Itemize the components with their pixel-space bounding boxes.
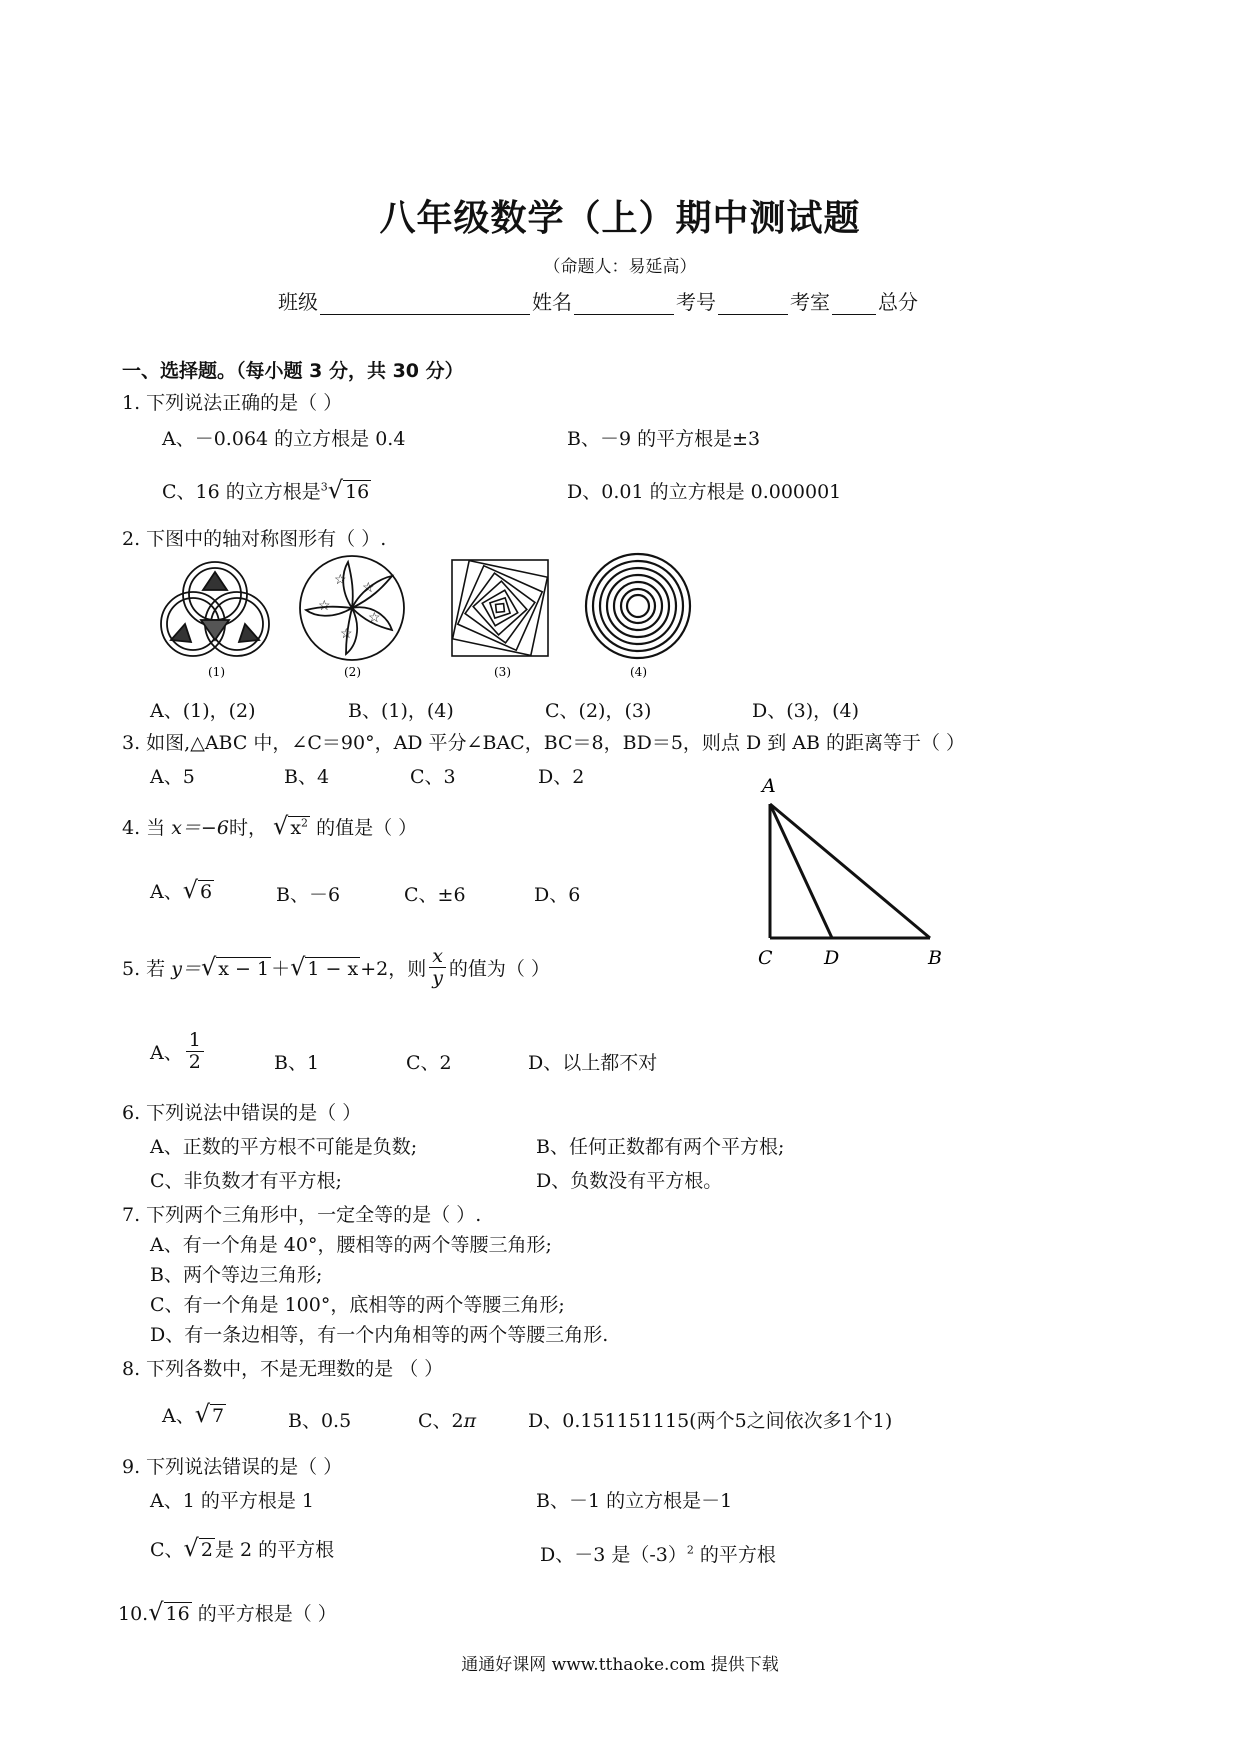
q1-option-d: D、0.01 的立方根是 0.000001 [567,481,842,503]
q9-c-radical: √ 2 [183,1534,213,1562]
q4-post: 的值是（ ） [316,817,418,839]
svg-text:☆: ☆ [334,572,347,588]
q5-a-den: 2 [188,1050,201,1073]
q4-pre: 4. 当 [122,817,166,839]
figure-2-pinwheel [300,556,404,660]
q4-mid: 时， [228,817,267,839]
q5-stem [122,946,550,989]
q8-option-d: D、0.151151115(两个5之间依次多1个1) [528,1410,893,1432]
q5-frac-num: x [429,946,446,968]
room-label: 考室 [790,290,830,314]
point-a-label: A [762,775,776,797]
q5-radical-2: √ 1 − x [290,953,359,982]
q9-d-prefix: D、－3 是（-3） [540,1544,687,1566]
q8-c-pi: π [463,1410,477,1432]
q4-option-b: B、－6 [276,884,341,906]
q7-option-c: C、有一个角是 100°，底相等的两个等腰三角形; [150,1294,565,1316]
q4-stem [122,812,417,840]
svg-text:☆: ☆ [318,598,331,614]
q5-frac-den: y [432,966,443,989]
q1-c-radicand: 16 [345,481,370,503]
q9-option-c [150,1534,334,1562]
number-blank[interactable] [718,310,788,315]
point-b-label: B [928,947,942,969]
q1-option-a: A、－0.064 的立方根是 0.4 [162,428,406,450]
q7-option-a: A、有一个角是 40°，腰相等的两个等腰三角形; [150,1234,552,1256]
q9-option-b: B、－1 的立方根是－1 [536,1490,733,1512]
q5-a-prefix: A、 [150,1041,183,1064]
q1-c-index: 3 [320,480,328,494]
q5-option-b: B、1 [274,1052,320,1074]
point-c-label: C [758,947,773,969]
q4-option-a [150,876,214,904]
q10-radical: √ 16 [148,1598,190,1626]
q6-stem: 6. 下列说法中错误的是（ ） [122,1102,362,1124]
q5-plus: ＋ [271,957,291,980]
q8-option-c [418,1406,476,1433]
q1-c-text: C、16 的立方根是 [162,481,321,503]
q4-a-radicand: 6 [200,881,213,903]
q8-stem: 8. 下列各数中，不是无理数的是 （ ） [122,1358,444,1380]
q3-option-b: B、4 [284,766,330,788]
name-blank[interactable] [574,310,674,315]
q3-option-d: D、2 [538,766,585,788]
q9-d-post: 的平方根 [699,1544,776,1566]
q5-a-fraction [186,1030,204,1073]
q5-option-d: D、以上都不对 [528,1052,658,1074]
q1-c-radical: √ 16 [327,476,370,504]
number-label: 考号 [676,290,716,314]
q2-figures [150,552,710,682]
q5-radicand-1: x − 1 [218,958,270,981]
figure-2-label: (2) [344,665,361,679]
q1-option-b: B、－9 的平方根是±3 [567,428,761,450]
q2-option-b: B、(1)，(4) [348,700,454,722]
q6-option-c: C、非负数才有平方根; [150,1170,342,1192]
q5-tail: +2，则 [360,957,427,980]
q2-option-d: D、(3)，(4) [752,700,860,722]
q6-option-a: A、正数的平方根不可能是负数; [150,1136,418,1158]
q2-option-a: A、(1)，(2) [150,700,256,722]
q4-option-d: D、6 [534,884,581,906]
q6-option-d: D、负数没有平方根。 [536,1170,723,1192]
section-heading: 一、选择题。（每小题 3 分，共 30 分） [122,360,464,382]
page-title: 八年级数学（上）期中测试题 [379,198,861,239]
class-label: 班级 [278,290,318,314]
q5-post: 的值为（ ） [448,957,550,980]
q5-radical-1: √ x − 1 [200,953,270,982]
q4-option-c: C、±6 [404,884,466,906]
q4-a-radical: √ 6 [182,876,213,904]
figure-4-concentric [586,554,690,658]
figure-1-label: (1) [208,665,225,679]
class-blank[interactable] [320,310,530,315]
q4-a-prefix: A、 [150,881,183,903]
q8-c-prefix: C、2 [418,1410,464,1432]
q10-pre: 10. [118,1603,149,1625]
point-d-label: D [824,947,840,969]
figure-3-label: (3) [494,665,511,679]
q5-pre: 5. 若 [122,957,166,980]
q8-a-radical: √ 7 [194,1400,225,1428]
q7-option-b: B、两个等边三角形; [150,1264,323,1286]
q3-stem: 3. 如图,△ABC 中，∠C＝90°，AD 平分∠BAC，BC＝8，BD＝5，则点 D 到 AB 的距离等于（ ） [122,732,966,754]
q5-a-num: 1 [186,1030,204,1052]
svg-text:☆: ☆ [362,580,375,596]
q1-stem: 1. 下列说法正确的是（ ） [122,392,343,414]
q10-post: 的平方根是（ ） [197,1603,337,1625]
q8-a-radicand: 7 [212,1405,225,1427]
q4-radical: √ $x^2$ [273,812,309,840]
q2-option-c: C、(2)，(3) [545,700,652,722]
q5-option-a [150,1030,207,1073]
q4-radicand-base: x [290,817,302,839]
q9-c-radicand: 2 [200,1539,213,1561]
q10-stem [118,1598,337,1626]
q7-stem: 7. 下列两个三角形中，一定全等的是（ ）. [122,1204,482,1226]
q5-y-eq: y＝ [171,957,201,980]
q8-option-b: B、0.5 [288,1410,352,1432]
svg-text:☆: ☆ [368,610,381,626]
q7-option-d: D、有一条边相等，有一个内角相等的两个等腰三角形. [150,1324,609,1346]
q5-radicand-2: 1 − x [307,958,359,981]
name-label: 姓名 [532,290,572,314]
q9-d-exp: 2 [686,1543,694,1557]
figure-1-triquetra [161,562,269,656]
q1-option-c [162,476,371,504]
svg-text:☆: ☆ [340,626,353,642]
q5-option-c: C、2 [406,1052,452,1074]
footer-text: 通通好课网 www.tthaoke.com 提供下载 [461,1655,779,1675]
q6-option-b: B、任何正数都有两个平方根; [536,1136,785,1158]
q10-radicand: 16 [165,1603,190,1625]
student-info-line [278,286,918,315]
q4-condition: x＝−6 [171,817,229,839]
q4-radicand [288,816,310,839]
q3-triangle-figure [740,770,980,970]
q9-option-a: A、1 的平方根是 1 [150,1490,314,1512]
q4-radicand-exp: 2 [301,816,309,830]
score-label: 总分 [878,290,918,314]
q3-option-c: C、3 [410,766,456,788]
author-line: （命题人：易延高） [543,257,697,277]
q5-fraction [429,946,446,989]
q8-a-prefix: A、 [162,1405,195,1427]
q2-stem: 2. 下图中的轴对称图形有（ ）. [122,528,387,550]
q9-stem: 9. 下列说法错误的是（ ） [122,1456,343,1478]
q9-option-d [540,1540,776,1567]
q9-c-prefix: C、 [150,1539,184,1561]
room-blank[interactable] [832,310,876,315]
q9-c-post: 是 2 的平方根 [214,1539,335,1561]
q8-option-a [162,1400,226,1428]
figure-3-squares [452,560,548,656]
q3-option-a: A、5 [150,766,195,788]
figure-4-label: (4) [630,665,647,679]
